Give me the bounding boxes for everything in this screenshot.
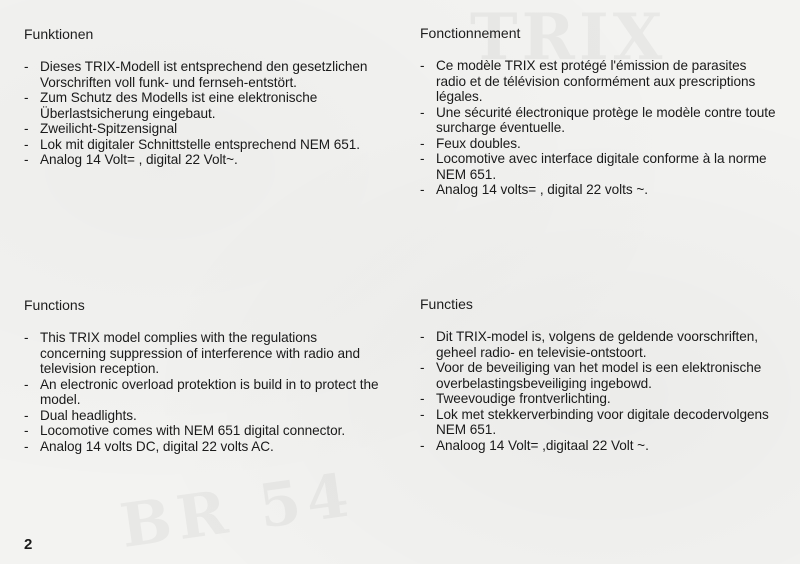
bullet-list-french	[420, 58, 780, 198]
list-item: - Analoog 14 Volt= ,digitaal 22 Volt ~.	[420, 438, 780, 454]
bullet-list-german	[24, 59, 384, 168]
list-item: - Tweevoudige frontverlichting.	[420, 391, 780, 407]
page-number: 2	[24, 536, 33, 553]
section-dutch	[420, 296, 780, 453]
list-item: - Lok met stekkerverbinding voor digitale decodervolgens NEM 651.	[420, 407, 780, 438]
section-heading-french: Fonctionnement	[420, 25, 521, 41]
list-item: - Zum Schutz des Modells ist eine elektronische Überlastsicherung eingebaut.	[24, 90, 384, 121]
section-heading-english: Functions	[24, 297, 85, 313]
section-french	[420, 25, 780, 198]
list-item: - This TRIX model complies with the regulations concerning suppression of interference with radio and television reception.	[24, 330, 384, 377]
list-item: - Dual headlights.	[24, 408, 384, 424]
section-heading-german: Funktionen	[24, 26, 94, 42]
section-heading-dutch: Functies	[420, 296, 473, 312]
section-english	[24, 297, 384, 454]
list-item: - Dieses TRIX-Modell ist entsprechend den gesetzlichen Vorschriften voll funk- und fernseh-entstört.	[24, 59, 384, 90]
list-item: - Analog 14 Volt= , digital 22 Volt~.	[24, 152, 384, 168]
list-item: - Zweilicht-Spitzensignal	[24, 121, 384, 137]
list-item: - Ce modèle TRIX est protégé l'émission de parasites radio et de télévision conformément aux prescriptions légales.	[420, 58, 780, 105]
list-item: - Analog 14 volts DC, digital 22 volts AC.	[24, 439, 384, 455]
section-german	[24, 26, 384, 168]
list-item: - Analog 14 volts= , digital 22 volts ~.	[420, 182, 780, 198]
watermark-bottom	[116, 460, 358, 562]
bullet-list-english	[24, 330, 384, 454]
list-item: - An electronic overload protektion is build in to protect the model.	[24, 377, 384, 408]
bullet-list-dutch	[420, 329, 780, 453]
list-item: - Voor de beveiliging van het model is een elektronische overbelastingsbeveiliging ingebowd.	[420, 360, 780, 391]
list-item: - Locomotive avec interface digitale conforme à la norme NEM 651.	[420, 151, 780, 182]
list-item: - Locomotive comes with NEM 651 digital connector.	[24, 423, 384, 439]
list-item: - Feux doubles.	[420, 136, 780, 152]
list-item: - Dit TRIX-model is, volgens de geldende voorschriften, geheel radio- en televisie-ontstoort.	[420, 329, 780, 360]
list-item: - Lok mit digitaler Schnittstelle entsprechend NEM 651.	[24, 137, 384, 153]
list-item: - Une sécurité électronique protège le modèle contre toute surcharge éventuelle.	[420, 105, 780, 136]
